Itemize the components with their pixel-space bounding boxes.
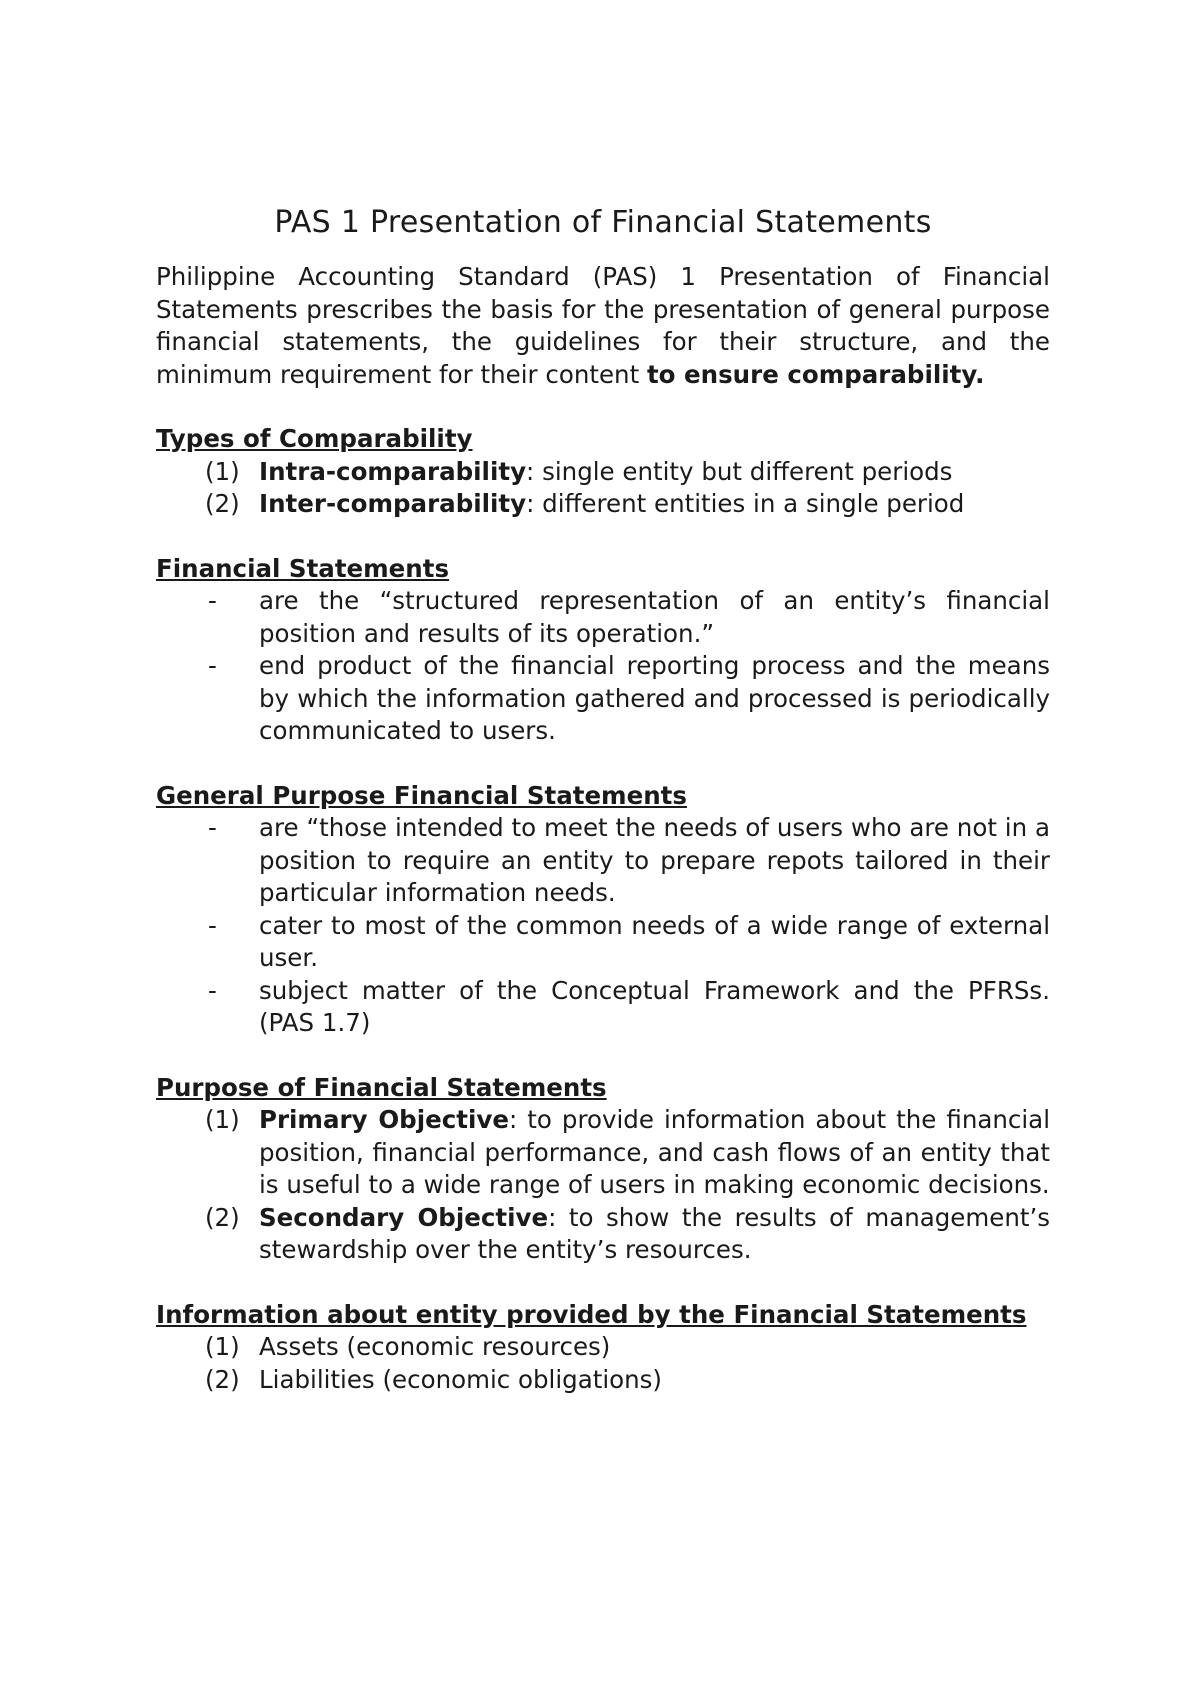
fs-list: [156, 585, 1050, 748]
list-item: [156, 488, 1050, 521]
fs-section: [156, 553, 1050, 748]
list-text: subject matter of the Conceptual Framework and the PFRSs. (PAS 1.7): [259, 975, 1050, 1037]
list-marker: -: [208, 813, 217, 842]
info-heading: Information about entity provided by the Financial Statements: [156, 1299, 1027, 1329]
list-marker: (1): [205, 1332, 240, 1361]
list-item: [156, 456, 1050, 489]
list-marker: (2): [205, 1364, 240, 1394]
purpose-section: [156, 1072, 1050, 1267]
list-text: Assets (economic resources): [259, 1332, 611, 1361]
gpfs-heading: General Purpose Financial Statements: [156, 780, 687, 810]
types-list: [156, 456, 1050, 521]
list-text: : to show the results of management’s stewardship over the entity’s resources.: [259, 1202, 1051, 1264]
list-text: Liabilities (economic obligations): [259, 1364, 662, 1394]
list-marker: -: [208, 975, 217, 1005]
intro-paragraph: [156, 261, 1050, 391]
fs-heading: Financial Statements: [156, 553, 450, 583]
list-item: [156, 1364, 1050, 1397]
list-marker: (2): [205, 1202, 240, 1232]
list-term: Primary Objective: [259, 1105, 509, 1134]
gpfs-section: [156, 780, 1050, 1040]
list-text: : single entity but different periods: [526, 456, 953, 486]
list-marker: -: [208, 910, 217, 940]
document-page: [156, 205, 1050, 1396]
list-term: Inter-comparability: [259, 489, 527, 518]
list-item: [156, 975, 1050, 1040]
page-title: PAS 1 Presentation of Financial Statements: [274, 205, 932, 240]
list-marker: (1): [205, 1105, 240, 1134]
list-text: : to provide information about the financial position, financial performance, and cash flows of an entity that is useful to a wide range of users in making economic decisions.: [259, 1105, 1050, 1199]
list-term: Secondary Objective: [259, 1202, 549, 1232]
list-item: [156, 1104, 1050, 1202]
list-text: : different entities in a single period: [526, 489, 965, 518]
list-item: [156, 1202, 1050, 1267]
list-text: are the “structured representation of an entity’s financial position and results of its operation.”: [259, 586, 1050, 648]
list-item: [156, 910, 1050, 975]
list-marker: (2): [205, 489, 240, 518]
purpose-heading: Purpose of Financial Statements: [156, 1072, 607, 1102]
list-text: are “those intended to meet the needs of users who are not in a position to require an entity to prepare repots tailored in their particular information needs.: [259, 813, 1050, 907]
list-item: [156, 650, 1050, 748]
list-marker: -: [208, 586, 217, 615]
list-term: Intra-comparability: [259, 456, 527, 486]
types-heading: Types of Comparability: [156, 424, 473, 453]
list-marker: (1): [205, 456, 240, 486]
purpose-list: [156, 1104, 1050, 1267]
types-section: [156, 423, 1050, 521]
info-list: [156, 1331, 1050, 1396]
list-text: cater to most of the common needs of a wide range of external user.: [259, 910, 1050, 972]
intro-text: Philippine Accounting Standard (PAS) 1 Presentation of Financial Statements prescribes the basis for the presentation of general purpose financial statements, the guidelines for their structure, and the minimum requirement for their content: [156, 262, 1050, 389]
list-item: [156, 585, 1050, 650]
list-text: end product of the financial reporting process and the means by which the information gathered and processed is periodically communicated to users.: [259, 651, 1050, 745]
list-item: [156, 812, 1050, 910]
list-marker: -: [208, 651, 217, 680]
list-item: [156, 1331, 1050, 1364]
intro-emphasis: to ensure comparability.: [646, 359, 985, 389]
gpfs-list: [156, 812, 1050, 1040]
info-section: [156, 1299, 1050, 1397]
